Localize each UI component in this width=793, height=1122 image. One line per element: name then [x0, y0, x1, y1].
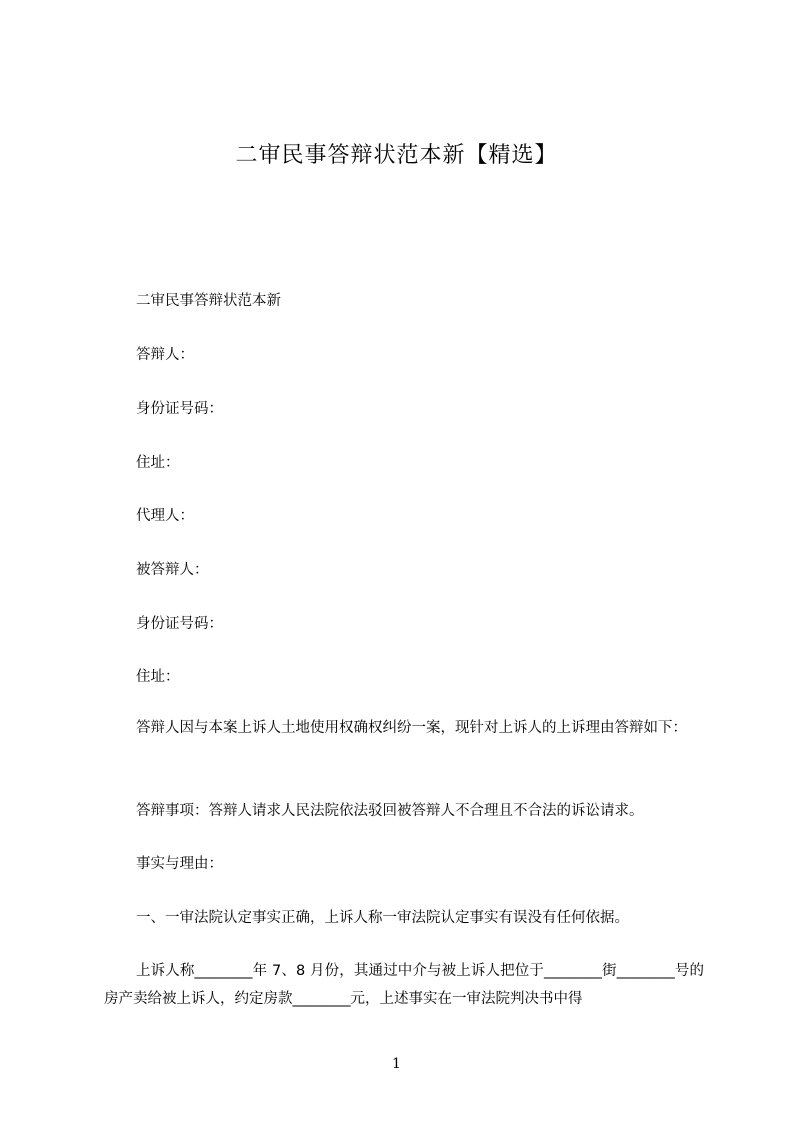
- paragraph-agent: 代理人：: [136, 508, 194, 524]
- paragraph-case-intro: 答辩人因与本案上诉人土地使用权确权纠纷一案，现针对上诉人的上诉理由答辩如下：: [136, 720, 687, 736]
- paragraph-appellee-id-number: 身份证号码：: [136, 616, 223, 632]
- paragraph-defense-items: 答辩事项：答辩人请求人民法院依法驳回被答辩人不合理且不合法的诉讼请求。: [136, 803, 644, 819]
- paragraph-appellee-address: 住址：: [136, 669, 180, 685]
- paragraph-address: 住址：: [136, 455, 180, 471]
- paragraph-appellee: 被答辩人：: [136, 562, 209, 578]
- document-title: 二审民事答辩状范本新【精选】: [235, 143, 558, 168]
- paragraph-respondent: 答辩人：: [136, 347, 194, 363]
- paragraph-facts-reasons-heading: 事实与理由：: [136, 856, 223, 872]
- paragraph-id-number: 身份证号码：: [136, 401, 223, 417]
- paragraph-point-one: 一、一审法院认定事实正确，上诉人称一审法院认定事实有误没有任何依据。: [136, 910, 629, 926]
- paragraph-subtitle: 二审民事答辩状范本新: [136, 293, 281, 309]
- page-number: 1: [392, 1056, 401, 1072]
- paragraph-appellant-claim: 上诉人称________年 7、8 月份，其通过中介与被上诉人把位于________街________号的房产卖给被上诉人，约定房款________元，上述事实在一审法院判决书中得: [104, 963, 704, 1007]
